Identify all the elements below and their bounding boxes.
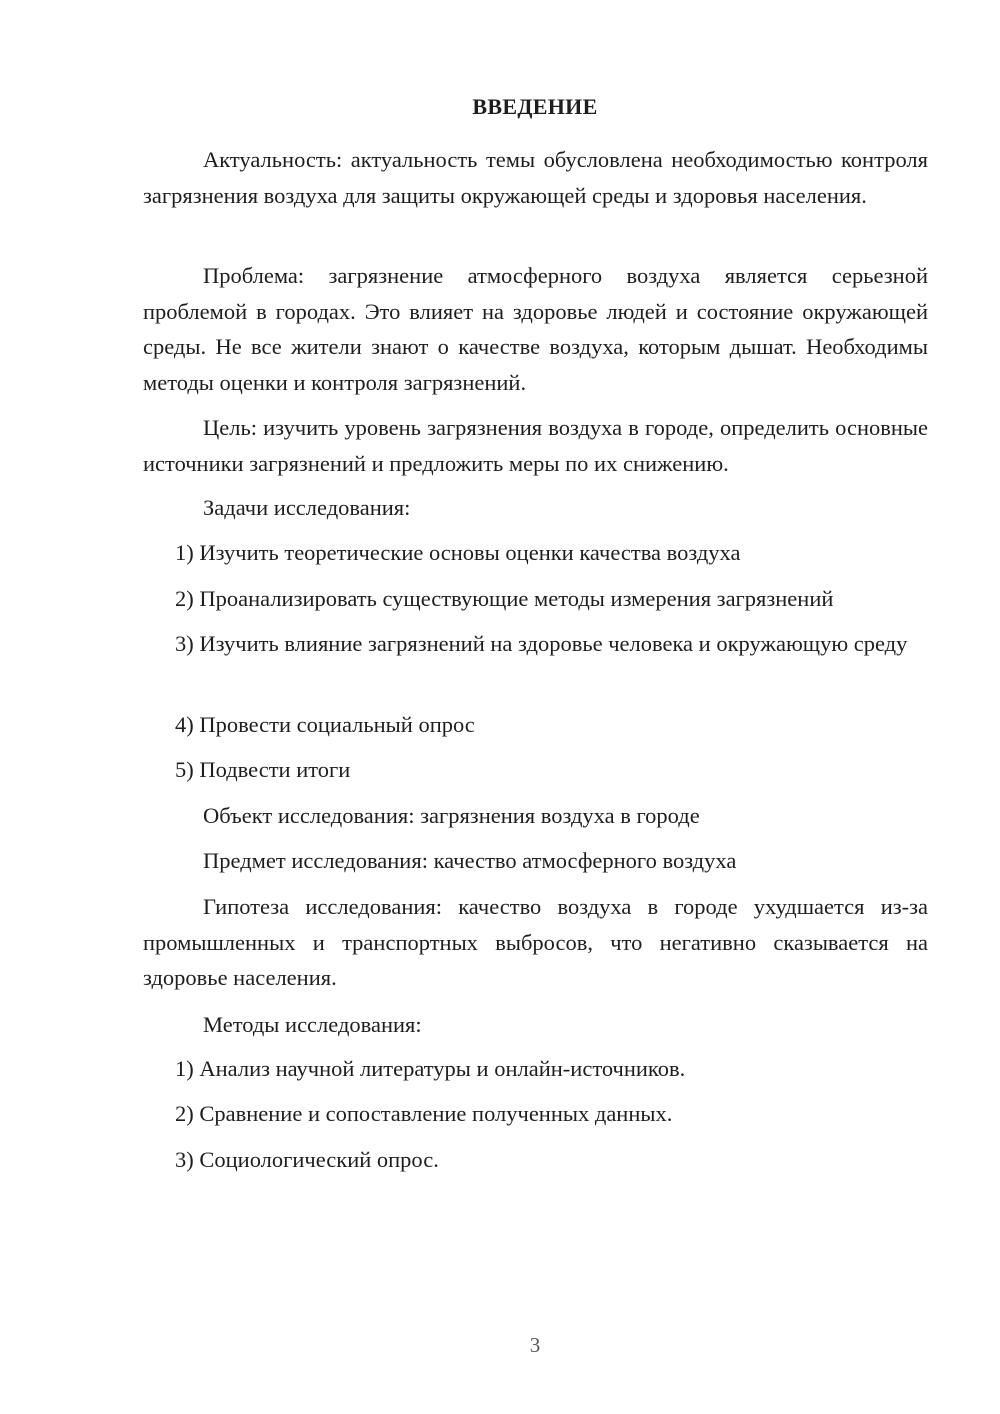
- subject-line: Предмет исследования: качество атмосферного воздуха: [203, 848, 737, 873]
- method-item: 3) Социологический опрос.: [175, 1147, 439, 1172]
- task-item: 2) Проанализировать существующие методы измерения загрязнений: [175, 586, 834, 611]
- task-item: 3) Изучить влияние загрязнений на здоровье человека и окружающую среду: [175, 631, 908, 656]
- page-number: 3: [529, 1333, 541, 1357]
- methods-title: Методы исследования:: [203, 1012, 422, 1037]
- method-item: 1) Анализ научной литературы и онлайн-источников.: [175, 1056, 686, 1081]
- object-line: Объект исследования: загрязнения воздуха в городе: [203, 803, 700, 828]
- problem-paragraph: Проблема: загрязнение атмосферного воздуха является серьезной проблемой в городах. Это влияет на здоровье людей и состояние окружающей среды. Не все жители знают о качестве воздуха, которым дышат. Необходимы методы оценки и контроля загрязнений.: [143, 263, 928, 395]
- goal-paragraph: Цель: изучить уровень загрязнения воздуха в городе, определить основные источники загрязнений и предложить меры по их снижению.: [143, 415, 928, 476]
- relevance-paragraph: Актуальность: актуальность темы обусловлена необходимостью контроля загрязнения воздуха для защиты окружающей среды и здоровья населения.: [143, 147, 928, 208]
- method-item: 2) Сравнение и сопоставление полученных данных.: [175, 1101, 673, 1126]
- task-item: 4) Провести социальный опрос: [175, 712, 475, 737]
- task-item: 1) Изучить теоретические основы оценки качества воздуха: [175, 540, 741, 565]
- hypothesis-paragraph: Гипотеза исследования: качество воздуха в городе ухудшается из-за промышленных и транспортных выбросов, что негативно сказывается на здоровье населения.: [143, 894, 928, 990]
- task-item: 5) Подвести итоги: [175, 757, 351, 782]
- page-heading: ВВЕДЕНИЕ: [472, 94, 598, 119]
- tasks-title: Задачи исследования:: [203, 495, 411, 520]
